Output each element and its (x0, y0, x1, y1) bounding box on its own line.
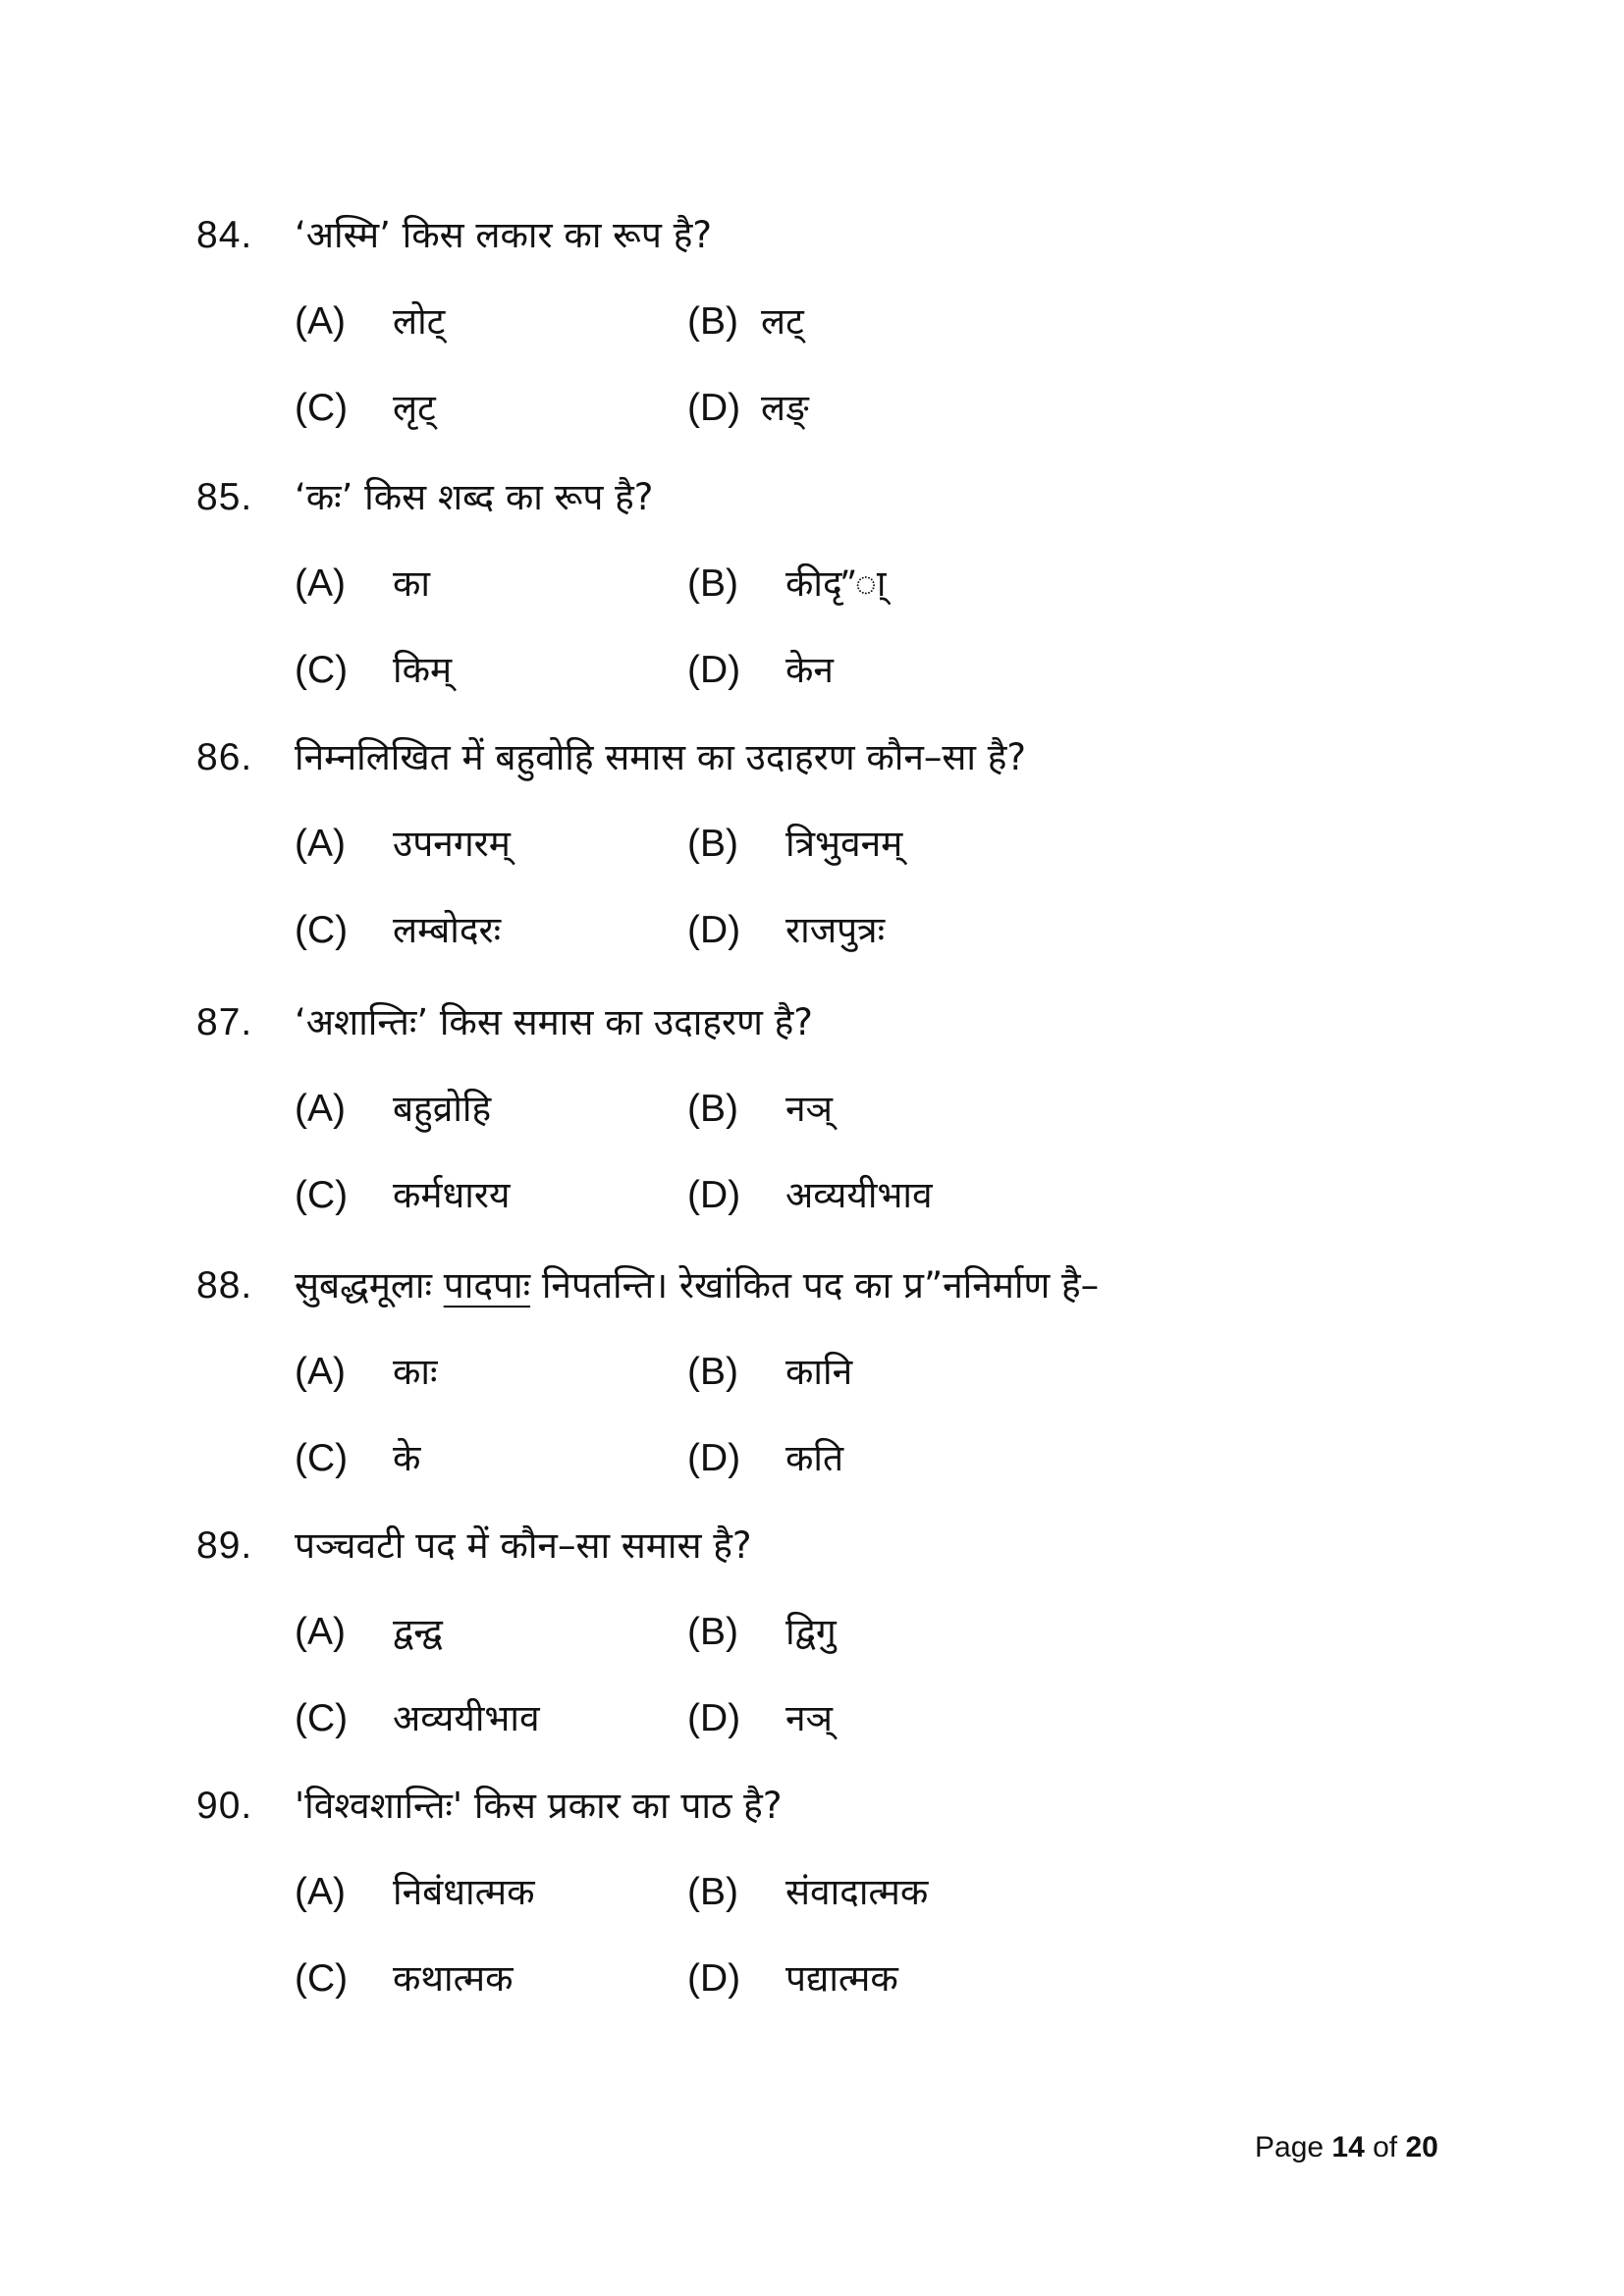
option-letter: (B) (687, 1351, 738, 1393)
question-87 (196, 993, 1473, 1225)
question-86 (196, 728, 1473, 960)
option-letter: (A) (295, 823, 346, 865)
option-letter: (C) (295, 1437, 349, 1479)
question-89 (196, 1517, 1473, 1748)
question-number: 86. (196, 736, 253, 778)
question-88 (196, 1256, 1473, 1488)
option-row (196, 641, 1473, 700)
option-text: कथात्मक (393, 1957, 514, 2000)
question-text: पञ्चवटी पद में कौन–सा समास है? (295, 1524, 752, 1567)
option-row (196, 1863, 1473, 1922)
question-text-after: निपतन्ति। रेखांकित पद का प्र”ननिर्माण है– (530, 1264, 1100, 1307)
option-letter: (C) (295, 649, 349, 691)
option-text: का (393, 562, 430, 605)
option-row (196, 1603, 1473, 1662)
option-text: लोट् (393, 300, 446, 343)
question-85 (196, 468, 1473, 700)
option-letter: (C) (295, 1697, 349, 1739)
option-text: राजपुत्रः (785, 909, 886, 951)
question-text: ‘अस्मि’ किस लकार का रूप है? (295, 214, 712, 256)
option-text: नञ् (785, 1697, 833, 1739)
option-text: केन (785, 649, 834, 691)
question-text-before: सुबद्धमूलाः (295, 1264, 444, 1307)
option-row (196, 1166, 1473, 1225)
option-row (196, 379, 1473, 438)
option-row (196, 901, 1473, 960)
option-letter: (C) (295, 387, 349, 429)
option-row (196, 555, 1473, 614)
option-letter: (C) (295, 1174, 349, 1216)
underlined-word: पादपाः (443, 1264, 531, 1307)
option-text: निबंधात्मक (393, 1871, 535, 1913)
option-letter: (D) (687, 1957, 741, 2000)
option-row (196, 1080, 1473, 1139)
option-letter: (C) (295, 909, 349, 951)
option-text: कीदृ”ा् (785, 562, 887, 605)
option-text: अव्ययीभाव (785, 1174, 933, 1216)
option-text: के (393, 1437, 421, 1479)
current-page: 14 (1331, 2131, 1365, 2163)
option-text: बहुव्रोहि (393, 1088, 492, 1130)
option-text: काः (393, 1351, 438, 1393)
option-row (196, 815, 1473, 874)
option-text: पद्यात्मक (785, 1957, 898, 2000)
page-number (1255, 2128, 1438, 2167)
option-letter: (C) (295, 1957, 349, 2000)
option-row (196, 1949, 1473, 2008)
option-letter: (D) (687, 909, 741, 951)
option-letter: (A) (295, 300, 346, 343)
option-letter: (D) (687, 649, 741, 691)
option-text: अव्ययीभाव (393, 1697, 540, 1739)
option-text: लम्बोदरः (393, 909, 502, 951)
question-text: निम्नलिखित में बहुवोहि समास का उदाहरण कौन–सा है? (295, 736, 1027, 778)
option-text: लङ् (761, 387, 809, 429)
option-text: त्रिभुवनम् (785, 823, 903, 865)
question-text: ‘कः’ किस शब्द का रूप है? (295, 476, 654, 518)
question-number: 85. (196, 476, 253, 518)
option-text: कर्मधारय (393, 1174, 511, 1216)
option-letter: (B) (687, 1871, 738, 1913)
option-letter: (A) (295, 1611, 346, 1653)
option-letter: (B) (687, 823, 738, 865)
question-number: 87. (196, 1001, 253, 1043)
option-row (196, 1343, 1473, 1402)
option-text: लृट् (393, 387, 436, 429)
question-text (295, 1256, 1099, 1315)
option-letter: (A) (295, 1871, 346, 1913)
question-90 (196, 1777, 1473, 2008)
option-letter: (B) (687, 1611, 738, 1653)
page-prefix: Page (1255, 2131, 1332, 2163)
option-text: लट् (761, 300, 804, 343)
option-letter: (B) (687, 300, 738, 343)
option-letter: (D) (687, 1697, 741, 1739)
question-number: 90. (196, 1785, 253, 1827)
option-text: उपनगरम् (393, 823, 511, 865)
question-text: ‘अशान्तिः’ किस समास का उदाहरण है? (295, 1001, 813, 1043)
total-pages: 20 (1405, 2131, 1438, 2163)
option-text: किम् (393, 649, 453, 691)
option-text: कानि (785, 1351, 853, 1393)
option-text: द्विगु (785, 1611, 837, 1653)
option-row (196, 1689, 1473, 1748)
option-letter: (D) (687, 387, 741, 429)
question-84 (196, 206, 1473, 438)
question-text: 'विश्वशान्तिः' किस प्रकार का पाठ है? (295, 1785, 783, 1827)
option-letter: (A) (295, 1351, 346, 1393)
option-text: संवादात्मक (785, 1871, 929, 1913)
option-letter: (B) (687, 562, 738, 605)
option-text: नञ् (785, 1088, 833, 1130)
option-letter: (B) (687, 1088, 738, 1130)
option-letter: (D) (687, 1437, 741, 1479)
option-row (196, 1429, 1473, 1488)
option-letter: (A) (295, 562, 346, 605)
option-row (196, 293, 1473, 351)
question-number: 88. (196, 1264, 253, 1307)
option-text: द्वन्द्व (393, 1611, 443, 1653)
option-letter: (D) (687, 1174, 741, 1216)
question-number: 89. (196, 1524, 253, 1567)
question-number: 84. (196, 214, 253, 256)
option-letter: (A) (295, 1088, 346, 1130)
option-text: कति (785, 1437, 844, 1479)
page-of: of (1364, 2131, 1406, 2163)
